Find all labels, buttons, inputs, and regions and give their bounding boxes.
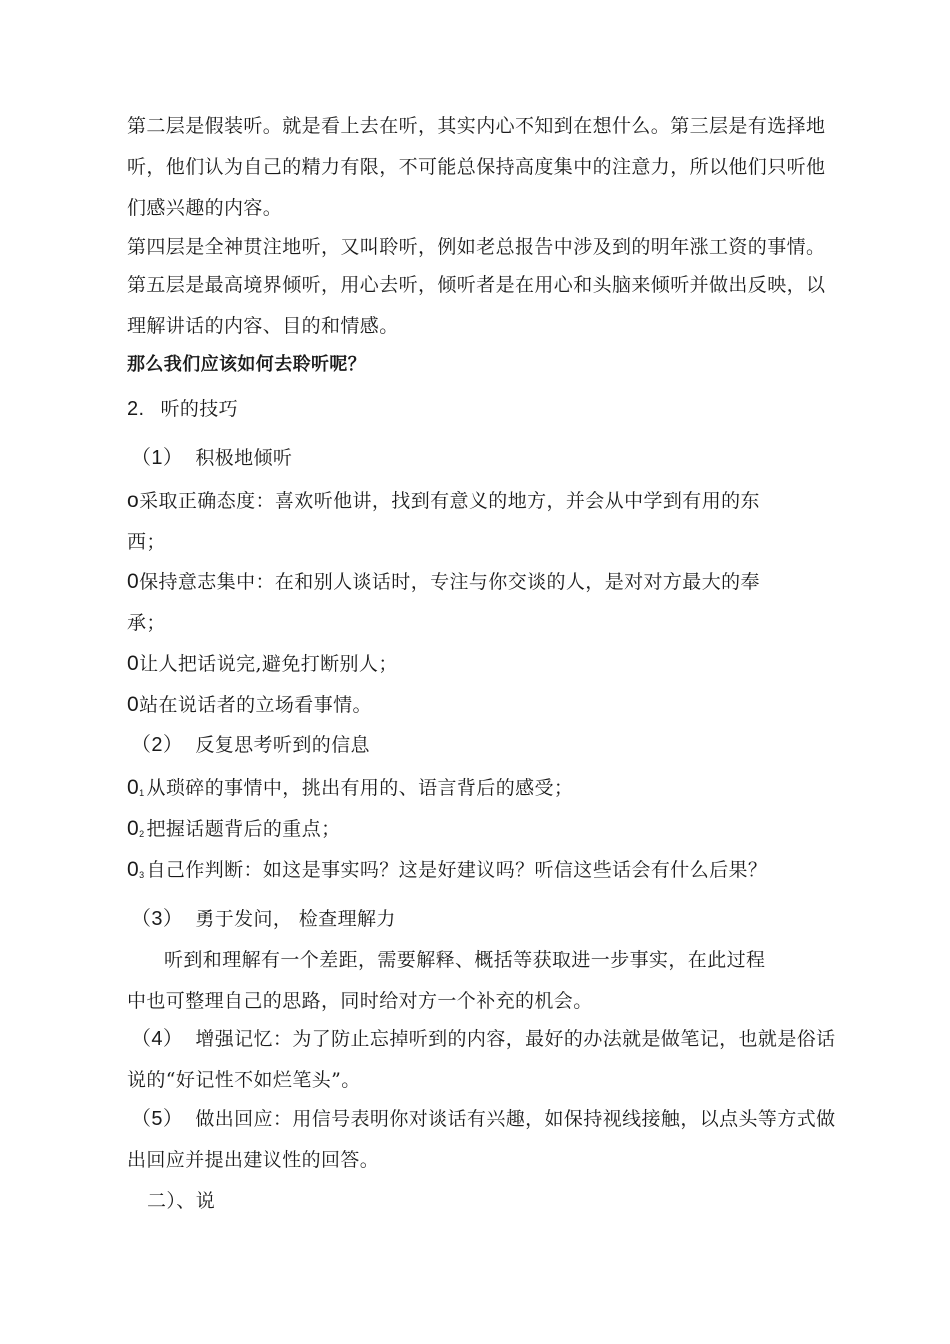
section-heading-speak: 二）、说 xyxy=(147,1190,216,1212)
bullet-text: 自己作判断：如这是事实吗？这是好建议吗？听信这些话会有什么后果？ xyxy=(146,859,768,881)
item-title: 反复思考听到的信息 xyxy=(195,734,370,756)
section-heading xyxy=(127,397,238,421)
bullet-continuation: 西； xyxy=(127,531,166,553)
bullet-mark: $0_3$ xyxy=(127,858,145,881)
bullet-line xyxy=(127,776,573,805)
item-number: （5） xyxy=(131,1108,184,1130)
paragraph-line: 们感兴趣的内容。 xyxy=(127,197,283,219)
bullet-line xyxy=(127,489,760,513)
section-number: 2. xyxy=(127,398,145,420)
item-number: （1） xyxy=(131,447,184,469)
bullet-text: 把握话题背后的重点； xyxy=(146,818,341,840)
bullet-mark: o xyxy=(127,489,140,512)
bullet-mark: $0_1$ xyxy=(127,776,145,799)
item-number: （2） xyxy=(131,734,184,756)
bullet-line xyxy=(127,693,372,717)
bullet-text: 保持意志集中：在和别人谈话时，专注与你交谈的人，是对对方最大的奉 xyxy=(139,571,760,593)
bullet-mark: 0 xyxy=(127,693,140,716)
paragraph-line: 第二层是假装听。就是看上去在听，其实内心不知到在想什么。第三层是有选择地 xyxy=(127,115,826,137)
item-line xyxy=(131,1107,836,1131)
item-number: （3） xyxy=(131,908,184,930)
bullet-mark: $0_2$ xyxy=(127,817,145,840)
bullet-text: 让人把话说完,避免打断别人； xyxy=(139,653,398,675)
bullet-line xyxy=(127,817,341,846)
item-title: 勇于发问， 检查理解力 xyxy=(195,908,396,930)
bullet-text: 从琐碎的事情中，挑出有用的、语言背后的感受； xyxy=(146,777,574,799)
bullet-line xyxy=(127,858,767,887)
paragraph-line: 出回应并提出建议性的回答。 xyxy=(127,1149,380,1171)
paragraph-line: 理解讲话的内容、目的和情感。 xyxy=(127,315,399,337)
bullet-mark: 0 xyxy=(127,570,140,593)
paragraph-line: 中也可整理自己的思路，同时给对方一个补充的机会。 xyxy=(127,990,593,1012)
section-title: 听的技巧 xyxy=(160,398,239,420)
item-line xyxy=(131,1027,836,1051)
item-text: 增强记忆：为了防止忘掉听到的内容，最好的办法就是做笔记，也就是俗话 xyxy=(195,1028,836,1050)
item-title: 积极地倾听 xyxy=(195,447,293,469)
item-heading xyxy=(131,446,292,470)
item-heading xyxy=(131,907,396,931)
question-heading: 那么我们应该如何去聆听呢？ xyxy=(127,354,367,375)
bullet-line xyxy=(127,652,398,676)
bullet-text: 采取正确态度：喜欢听他讲，找到有意义的地方，并会从中学到有用的东 xyxy=(139,490,760,512)
bullet-mark: 0 xyxy=(127,652,140,675)
bullet-line xyxy=(127,570,760,594)
item-number: （4） xyxy=(131,1028,184,1050)
paragraph-line: 第四层是全神贯注地听，又叫聆听，例如老总报告中涉及到的明年涨工资的事情。 xyxy=(127,236,826,258)
paragraph-line: 第五层是最高境界倾听，用心去听，倾听者是在用心和头脑来倾听并做出反映，以 xyxy=(127,274,826,296)
bullet-continuation: 承； xyxy=(127,612,166,634)
paragraph-line: 听，他们认为自己的精力有限，不可能总保持高度集中的注意力，所以他们只听他 xyxy=(127,156,826,178)
bullet-text: 站在说话者的立场看事情。 xyxy=(139,694,372,716)
paragraph-line: 说的“好记性不如烂笔头”。 xyxy=(127,1069,361,1091)
paragraph-line: 听到和理解有一个差距，需要解释、概括等获取进一步事实，在此过程 xyxy=(164,949,766,971)
item-text: 做出回应：用信号表明你对谈话有兴趣，如保持视线接触，以点头等方式做 xyxy=(195,1108,836,1130)
item-heading xyxy=(131,733,370,757)
